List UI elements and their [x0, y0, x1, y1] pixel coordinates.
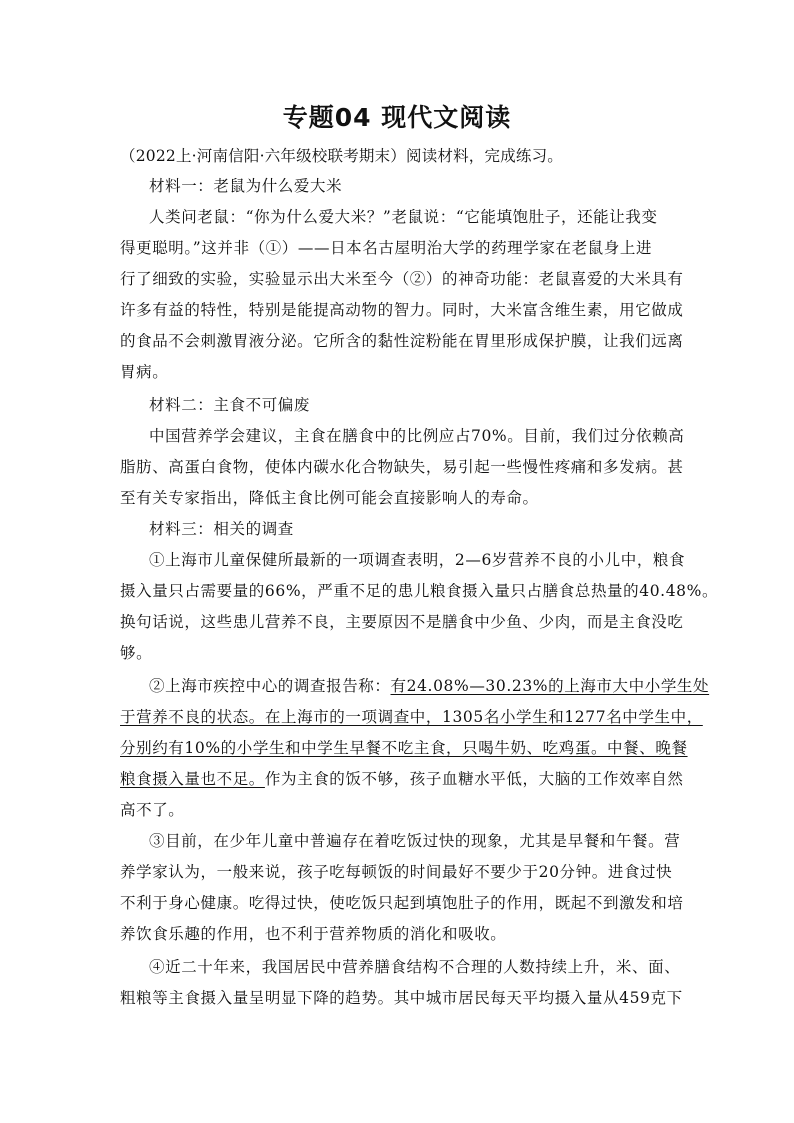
underlined-text: 有24.08%—30.23%的上海市大中小学生处	[390, 677, 710, 695]
paragraph-line: 中国营养学会建议，主食在膳食中的比例应占70%。目前，我们过分依赖高	[149, 427, 685, 445]
paragraph-line: ④近二十年来，我国居民中营养膳食结构不合理的人数持续上升，米、面、	[149, 958, 681, 976]
paragraph-line: ③目前，在少年儿童中普遍存在着吃饭过快的现象，尤其是早餐和午餐。营	[149, 832, 681, 850]
underlined-text: 粮食摄入量也不足。	[120, 770, 265, 788]
paragraph-line	[120, 767, 684, 791]
paragraph-line: 许多有益的特性，特别是能提高动物的智力。同时，大米富含维生素，用它做成	[120, 301, 684, 319]
paragraph-line: 够。	[120, 644, 153, 662]
material3-heading: 材料三：相关的调查	[149, 520, 294, 538]
paragraph-line	[149, 674, 709, 698]
plain-text: 作为主食的饭不够，孩子血糖水平低，大脑的工作效率自然	[264, 770, 684, 788]
paragraph-line: 胃病。	[120, 363, 169, 381]
paragraph-line: 换句话说，这些患儿营养不良，主要原因不是膳食中少鱼、少肉，而是主食没吃	[120, 613, 684, 631]
paragraph-line	[120, 705, 703, 729]
paragraph-line: ①上海市儿童保健所最新的一项调查表明，2—6岁营养不良的小儿中，粮食	[149, 551, 686, 569]
underlined-text: 于营养不良的状态。在上海市的一项调查中，1305名小学生和1277名中学生中，	[120, 708, 703, 726]
paragraph-line: 养学家认为，一般来说，孩子吃每顿饭的时间最好不要少于20分钟。进食过快	[120, 863, 673, 881]
paragraph-line: 摄入量只占需要量的66%，严重不足的患儿粮食摄入量只占膳食总热量的40.48%。	[120, 582, 719, 600]
paragraph-line: 养饮食乐趣的作用，也不利于营养物质的消化和吸收。	[120, 925, 507, 943]
underlined-text: 分别约有10%的小学生和中学生早餐不吃主食，只喝牛奶、吃鸡蛋。中餐、晚餐	[120, 739, 688, 757]
paragraph-line: 得更聪明。”这并非（①）——日本名古屋明治大学的药理学家在老鼠身上进	[120, 239, 653, 257]
page-title: 专题04 现代文阅读	[282, 103, 512, 132]
plain-text: ②上海市疾控中心的调查报告称：	[149, 677, 391, 695]
paragraph-line	[120, 736, 688, 760]
paragraph-line: 的食品不会刺激胃液分泌。它所含的黏性淀粉能在胃里形成保护膜，让我们远离	[120, 332, 684, 350]
paragraph-line: 不利于身心健康。吃得过快，使吃饭只起到填饱肚子的作用，既起不到激发和培	[120, 894, 684, 912]
material1-heading: 材料一：老鼠为什么爱大米	[149, 177, 343, 195]
material2-heading: 材料二：主食不可偏废	[149, 396, 311, 414]
paragraph-line: 高不了。	[120, 801, 185, 819]
paragraph-line: 粗粮等主食摄入量呈明显下降的趋势。其中城市居民每天平均摄入量从459克下	[120, 989, 683, 1007]
paragraph-line: 至有关专家指出，降低主食比例可能会直接影响人的寿命。	[120, 489, 539, 507]
paragraph-line: 人类问老鼠：“你为什么爱大米？”老鼠说：“它能填饱肚子，还能让我变	[149, 208, 658, 226]
paragraph-line: 行了细致的实验，实验显示出大米至今（②）的神奇功能：老鼠喜爱的大米具有	[120, 270, 684, 288]
source-line: （2022上·河南信阳·六年级校联考期末）阅读材料，完成练习。	[120, 147, 564, 165]
paragraph-line: 脂肪、高蛋白食物，使体内碳水化合物缺失，易引起一些慢性疼痛和多发病。甚	[120, 458, 684, 476]
